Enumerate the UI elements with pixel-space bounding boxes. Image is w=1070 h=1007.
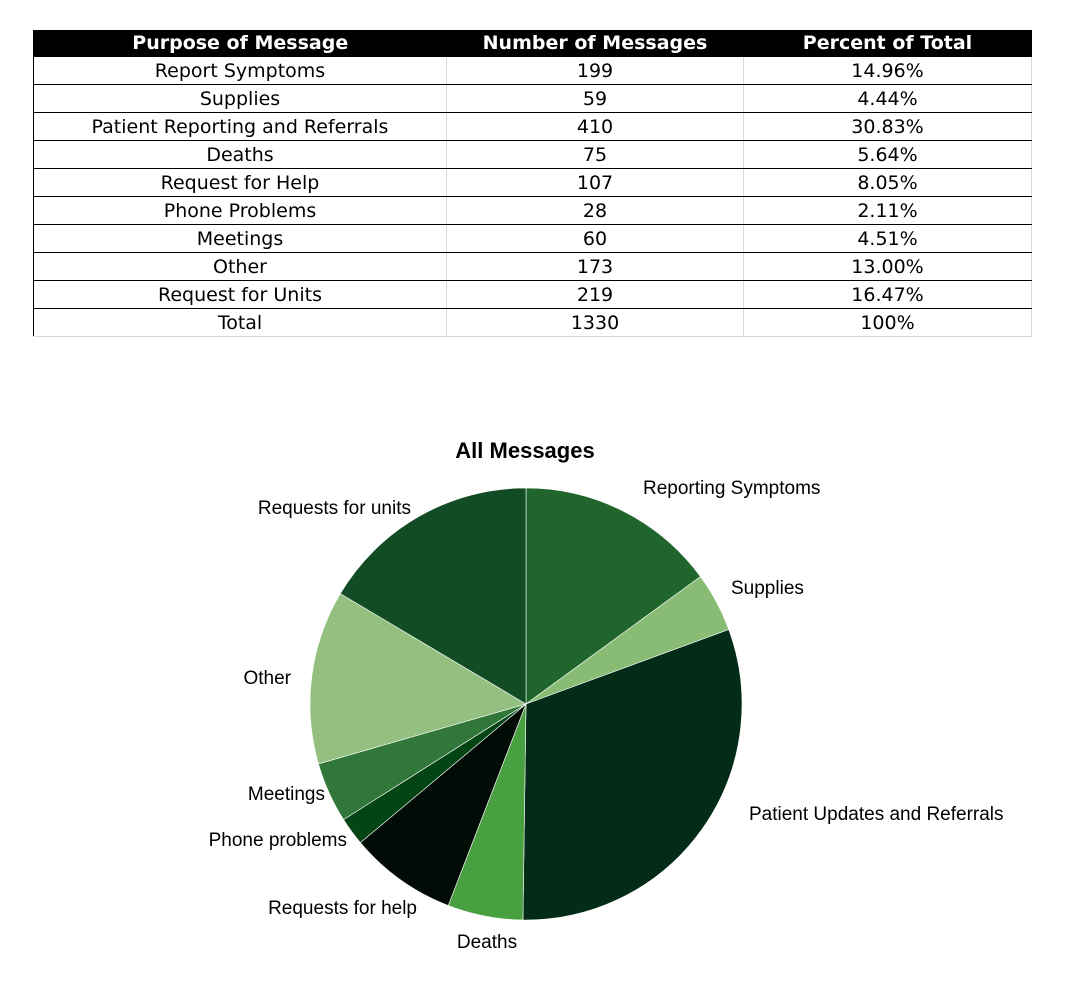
purpose-cell: Phone Problems	[34, 197, 447, 225]
table-row	[34, 225, 1032, 253]
count-cell: 199	[447, 57, 744, 85]
table-row	[34, 253, 1032, 281]
table-row	[34, 85, 1032, 113]
total-count-cell: 1330	[447, 309, 744, 337]
slice-label: Patient Updates and Referrals	[749, 804, 1004, 825]
slice-label: Requests for units	[257, 498, 411, 519]
total-row	[34, 309, 1032, 337]
slice-label: Reporting Symptoms	[643, 478, 821, 499]
purpose-cell: Report Symptoms	[34, 57, 447, 85]
percent-cell: 4.44%	[744, 85, 1032, 113]
table-row	[34, 57, 1032, 85]
table-row	[34, 141, 1032, 169]
count-cell: 60	[447, 225, 744, 253]
percent-cell: 14.96%	[744, 57, 1032, 85]
purpose-cell: Patient Reporting and Referrals	[34, 113, 447, 141]
slice-label: Phone problems	[208, 830, 347, 851]
purpose-cell: Other	[34, 253, 447, 281]
purpose-cell: Supplies	[34, 85, 447, 113]
count-cell: 107	[447, 169, 744, 197]
purpose-cell: Deaths	[34, 141, 447, 169]
count-cell: 28	[447, 197, 744, 225]
table-row	[34, 197, 1032, 225]
pie-chart	[0, 420, 1070, 1007]
percent-cell: 4.51%	[744, 225, 1032, 253]
count-cell: 173	[447, 253, 744, 281]
slice-label: Supplies	[731, 578, 804, 599]
count-cell: 75	[447, 141, 744, 169]
pie-slices	[310, 488, 742, 920]
total-label-cell: Total	[34, 309, 447, 337]
messages-table	[33, 30, 1032, 337]
percent-cell: 8.05%	[744, 169, 1032, 197]
count-cell: 59	[447, 85, 744, 113]
table-row	[34, 169, 1032, 197]
percent-cell: 5.64%	[744, 141, 1032, 169]
table-row	[34, 281, 1032, 309]
count-cell: 219	[447, 281, 744, 309]
percent-cell: 2.11%	[744, 197, 1032, 225]
column-header-count: Number of Messages	[447, 30, 744, 57]
purpose-cell: Request for Units	[34, 281, 447, 309]
percent-cell: 16.47%	[744, 281, 1032, 309]
column-header-purpose: Purpose of Message	[34, 30, 447, 57]
column-header-percent: Percent of Total	[744, 30, 1032, 57]
chart-title: All Messages	[455, 438, 595, 463]
slice-label: Deaths	[456, 932, 518, 953]
count-cell: 410	[447, 113, 744, 141]
slice-label: Other	[243, 668, 291, 689]
slice-label: Meetings	[247, 784, 325, 805]
percent-cell: 13.00%	[744, 253, 1032, 281]
total-percent-cell: 100%	[744, 309, 1032, 337]
slice-label: Requests for help	[268, 898, 417, 919]
percent-cell: 30.83%	[744, 113, 1032, 141]
purpose-cell: Meetings	[34, 225, 447, 253]
purpose-cell: Request for Help	[34, 169, 447, 197]
table-header-row	[34, 30, 1032, 57]
table-row	[34, 113, 1032, 141]
